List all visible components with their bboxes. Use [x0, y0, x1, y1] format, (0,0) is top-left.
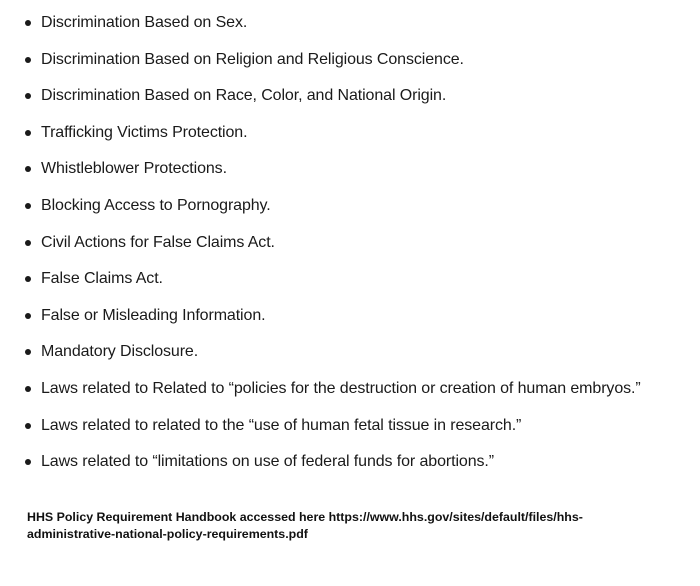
- list-item-text: Discrimination Based on Sex.: [41, 14, 248, 31]
- bullet-icon: [25, 276, 31, 282]
- list-item: [22, 193, 694, 219]
- list-item-text: Laws related to related to the “use of human fetal tissue in research.”: [41, 416, 522, 434]
- bullet-icon: [25, 423, 31, 429]
- policy-requirements-list: [22, 10, 694, 486]
- bullet-icon: [25, 313, 31, 319]
- list-item: [22, 120, 694, 146]
- list-item-text: Mandatory Disclosure.: [41, 343, 199, 361]
- list-item: [22, 266, 694, 292]
- bullet-icon: [25, 57, 31, 63]
- bullet-icon: [25, 130, 31, 136]
- list-item-text: Laws related to Related to “policies for the destruction or creation of human embryos.”: [41, 379, 641, 397]
- list-item: [22, 303, 694, 329]
- source-citation: [27, 509, 687, 543]
- bullet-icon: [25, 459, 31, 465]
- list-item-text: Trafficking Victims Protection.: [41, 123, 248, 141]
- bullet-icon: [25, 93, 31, 99]
- list-item-text: Blocking Access to Pornography.: [41, 196, 271, 214]
- list-item: [22, 83, 694, 109]
- list-item-text: Discrimination Based on Religion and Religious Conscience.: [41, 50, 464, 68]
- list-item: [22, 376, 694, 402]
- list-item: [22, 47, 694, 73]
- list-item-text: Whistleblower Protections.: [41, 160, 227, 178]
- bullet-icon: [25, 166, 31, 172]
- list-item: [22, 230, 694, 256]
- list-item: [22, 413, 694, 439]
- list-item-text: False Claims Act.: [41, 270, 163, 288]
- list-item-text: Civil Actions for False Claims Act.: [41, 233, 275, 251]
- list-item-text: Laws related to “limitations on use of federal funds for abortions.”: [41, 453, 494, 471]
- bullet-icon: [25, 203, 31, 209]
- bullet-icon: [25, 349, 31, 355]
- list-item: [22, 10, 694, 36]
- list-item: [22, 339, 694, 365]
- list-item: [22, 449, 694, 475]
- list-item: [22, 156, 694, 182]
- bullet-icon: [25, 386, 31, 392]
- list-item-text: False or Misleading Information.: [41, 306, 266, 324]
- bullet-icon: [25, 240, 31, 246]
- source-citation-line-1: HHS Policy Requirement Handbook accessed here https://www.hhs.gov/sites/default/files/hhs-: [27, 510, 583, 524]
- source-citation-line-2: administrative-national-policy-requirements.pdf: [27, 527, 308, 541]
- bullet-icon: [25, 20, 31, 26]
- list-item-text: Discrimination Based on Race, Color, and National Origin.: [41, 87, 447, 105]
